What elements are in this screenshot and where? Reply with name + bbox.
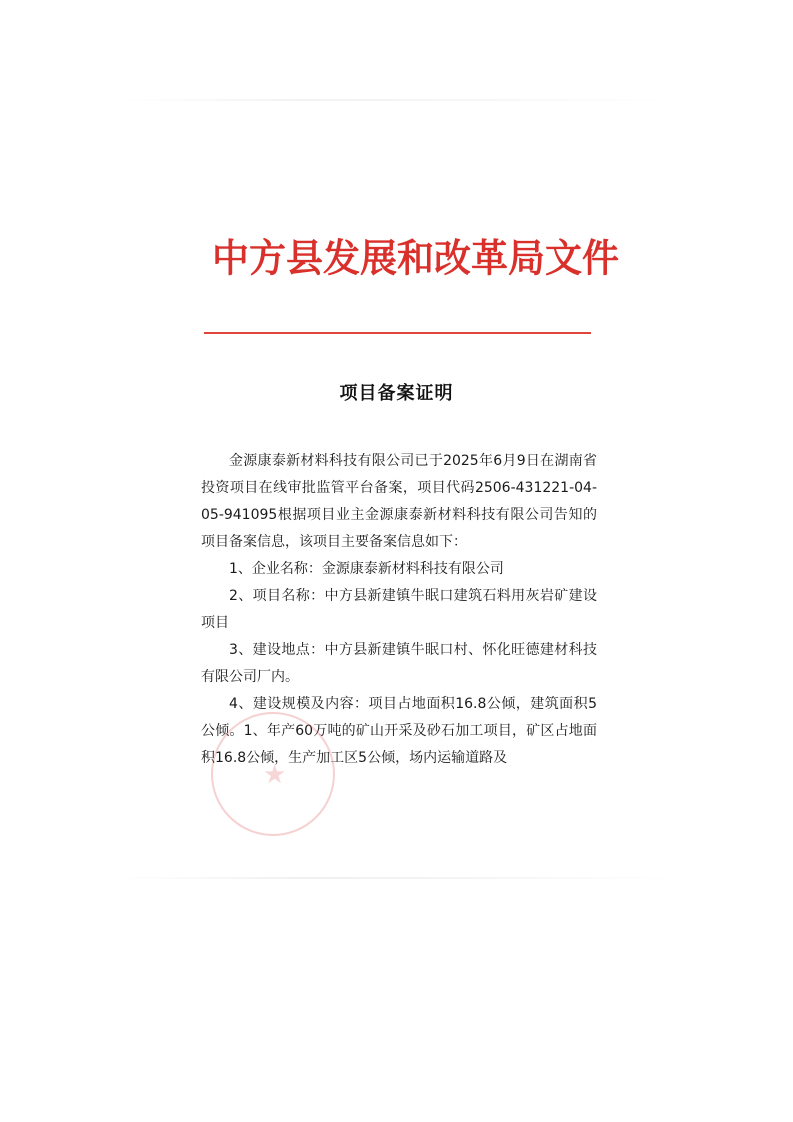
- document-title: 项目备案证明: [339, 383, 454, 404]
- red-header-rule: [204, 332, 591, 334]
- item-company-name: 1、企业名称：金源康泰新材料科技有限公司: [229, 561, 504, 577]
- item-scale-and-content: 4、建设规模及内容：项目占地面积16.8公倾，建筑面积5公倾。1、年产60万吨的矿山开采及砂石加工项目，矿区占地面积16.8公倾，生产加工区5公倾，场内运输道路及: [201, 696, 597, 766]
- star-icon: ★: [263, 760, 287, 790]
- item-construction-site: 3、建设地点：中方县新建镇牛眠口村、怀化旺德建材科技有限公司厂内。: [201, 642, 597, 685]
- intro-paragraph: 金源康泰新材料科技有限公司已于2025年6月9日在湖南省投资项目在线审批监管平台备案，项目代码2506-431221-04-05-941095根据项目业主金源康泰新材料科技有限公司告知的项目备案信息，该项目主要备案信息如下：: [201, 453, 597, 550]
- item-project-name: 2、项目名称：中方县新建镇牛眠口建筑石料用灰岩矿建设项目: [201, 588, 597, 631]
- scan-edge-bottom: [118, 877, 674, 879]
- document-body: [201, 448, 597, 772]
- scan-edge-top: [120, 99, 673, 101]
- issuing-authority-header: 中方县发展和改革局文件: [212, 234, 619, 282]
